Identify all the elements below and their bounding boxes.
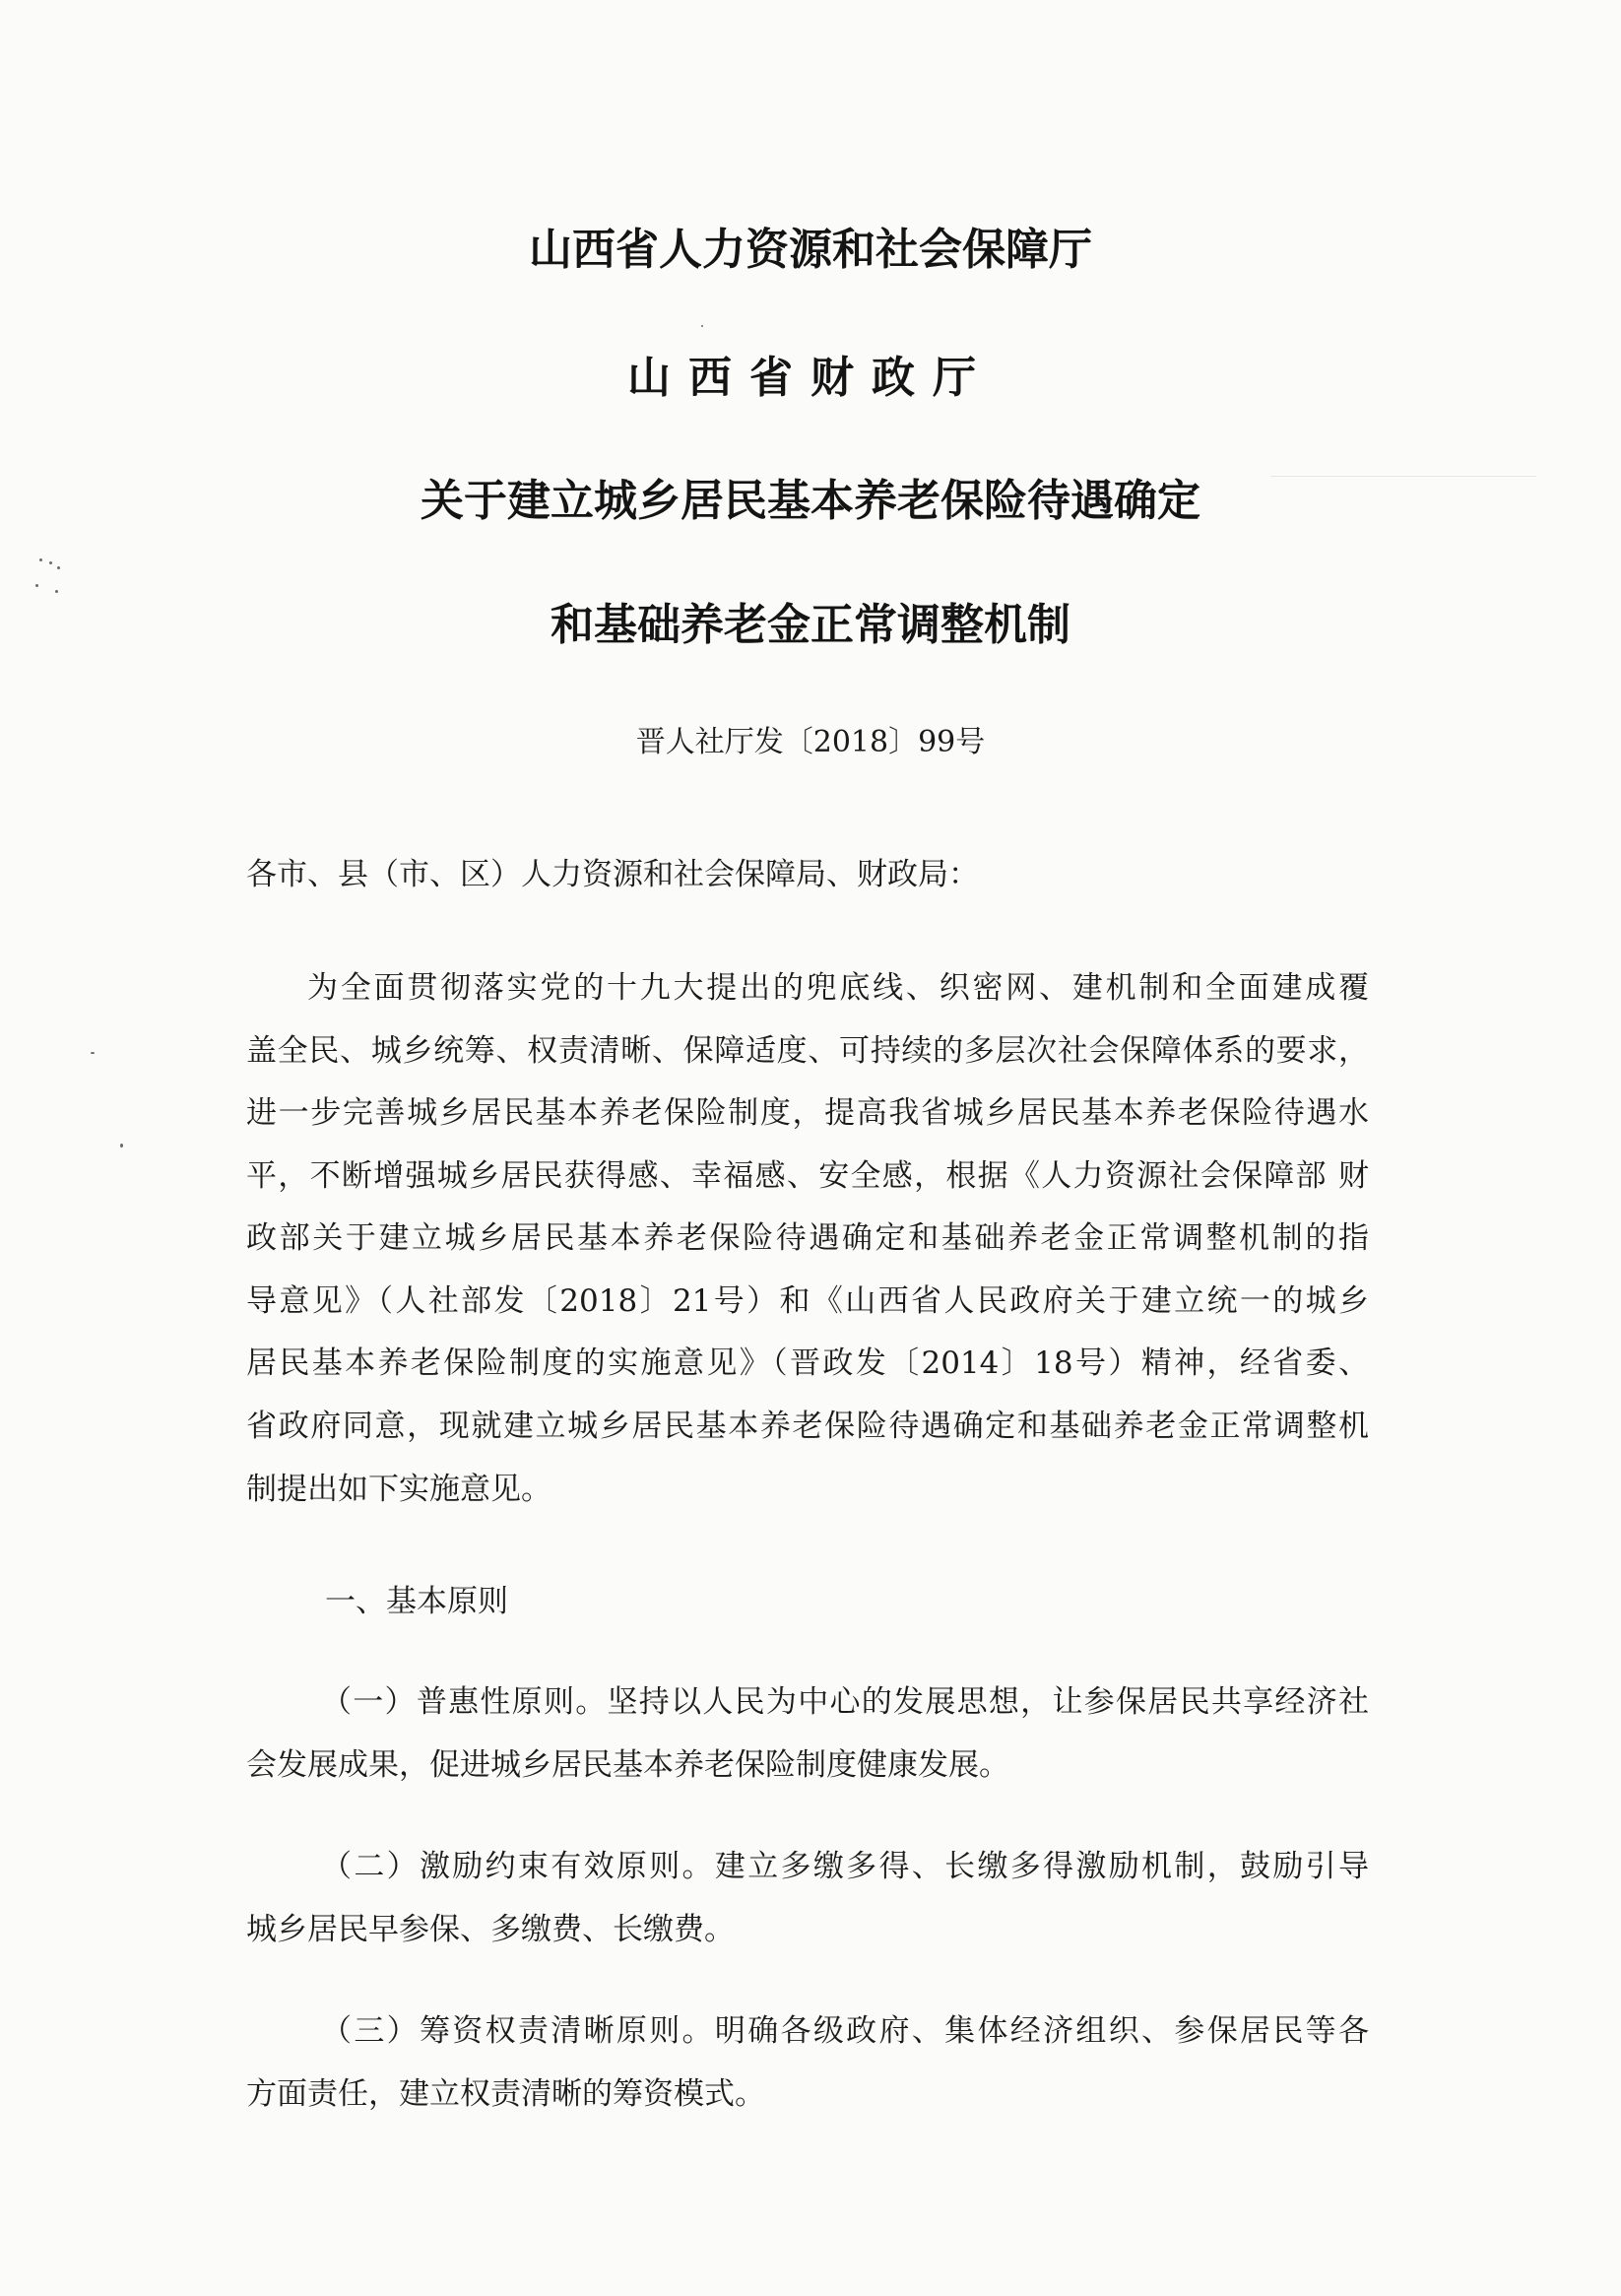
title-line-2: 和基础养老金正常调整机制 bbox=[551, 600, 1070, 650]
principle-1-line-2: 会发展成果，促进城乡居民基本养老保险制度健康发展。 bbox=[246, 1747, 1009, 1783]
principle-3-line-2: 方面责任，建立权责清晰的筹资模式。 bbox=[246, 2076, 765, 2112]
intro-line: 为全面贯彻落实党的十九大提出的兜底线、织密网、建机制和全面建成覆 bbox=[307, 970, 1369, 1006]
scan-speck bbox=[39, 558, 42, 561]
principle-1-line-1: （一）普惠性原则。坚持以人民为中心的发展思想，让参保居民共享经济社 bbox=[321, 1684, 1369, 1720]
scan-speck bbox=[49, 561, 52, 564]
addressee: 各市、县（市、区）人力资源和社会保障局、财政局： bbox=[246, 857, 979, 892]
scan-speck bbox=[120, 1144, 123, 1148]
issuer-1: 山西省人力资源和社会保障厅 bbox=[529, 225, 1092, 275]
scan-speck bbox=[91, 1052, 95, 1054]
principle-3-line-1: （三）筹资权责清晰原则。明确各级政府、集体经济组织、参保居民等各 bbox=[321, 2013, 1369, 2049]
intro-line: 导意见》（人社部发〔2018〕21号）和《山西省人民政府关于建立统一的城乡 bbox=[246, 1283, 1369, 1319]
intro-line: 居民基本养老保险制度的实施意见》（晋政发〔2014〕18号）精神，经省委、 bbox=[246, 1345, 1369, 1381]
scan-speck bbox=[57, 566, 60, 569]
intro-line: 政部关于建立城乡居民基本养老保险待遇确定和基础养老金正常调整机制的指 bbox=[246, 1220, 1369, 1256]
intro-line: 盖全民、城乡统筹、权责清晰、保障适度、可持续的多层次社会保障体系的要求， bbox=[246, 1033, 1369, 1069]
principle-2-line-1: （二）激励约束有效原则。建立多缴多得、长缴多得激励机制，鼓励引导 bbox=[321, 1849, 1369, 1884]
title-line-1: 关于建立城乡居民基本养老保险待遇确定 bbox=[421, 476, 1200, 526]
principle-2-line-2: 城乡居民早参保、多缴费、长缴费。 bbox=[246, 1912, 735, 1947]
intro-line: 省政府同意，现就建立城乡居民基本养老保险待遇确定和基础养老金正常调整机 bbox=[246, 1409, 1369, 1444]
bleed-through-line bbox=[1270, 476, 1536, 477]
intro-line: 进一步完善城乡居民基本养老保险制度，提高我省城乡居民基本养老保险待遇水 bbox=[246, 1095, 1369, 1131]
scan-speck bbox=[35, 584, 38, 587]
document-number: 晋人社厅发〔2018〕99号 bbox=[635, 725, 986, 759]
section-heading: 一、基本原则 bbox=[325, 1584, 508, 1619]
scan-speck bbox=[55, 590, 58, 593]
scan-speck bbox=[701, 325, 703, 327]
intro-line: 制提出如下实施意见。 bbox=[246, 1472, 551, 1507]
intro-line: 平，不断增强城乡居民获得感、幸福感、安全感，根据《人力资源社会保障部 财 bbox=[246, 1158, 1369, 1194]
issuer-2: 山西省财政厅 bbox=[627, 353, 994, 403]
